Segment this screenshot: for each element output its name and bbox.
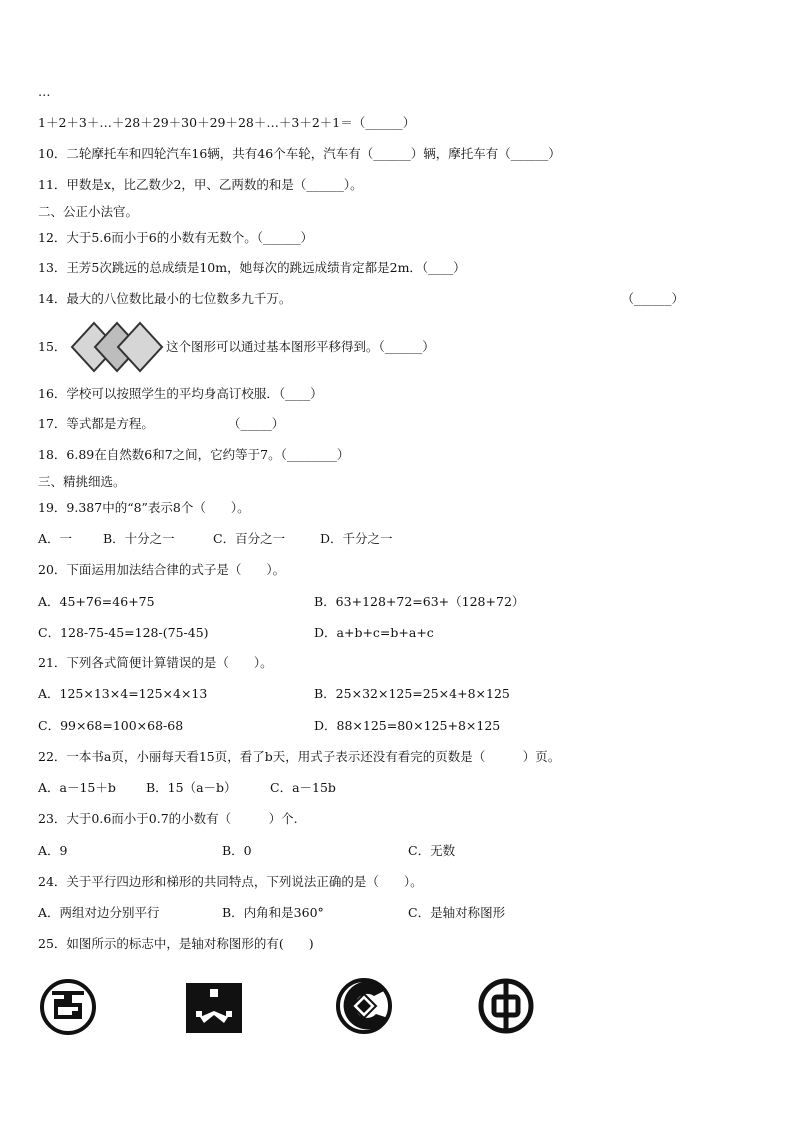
q20-option-a: A．45+76=46+75 [38,594,155,609]
q21-option-b: B．25×32×125=25×4+8×125 [314,686,510,701]
bank-logo-1-icon [38,977,98,1037]
question-24: 24．关于平行四边形和梯形的共同特点，下列说法正确的是（ ）。 [38,874,423,889]
header-ellipsis: … [38,84,51,99]
q24-option-c: C．是轴对称图形 [408,905,506,920]
question-11: 11．甲数是x，比乙数少2，甲、乙两数的和是（______）。 [38,177,363,192]
logo-3-icon [334,976,396,1036]
question-20: 20．下面运用加法结合律的式子是（ ）。 [38,562,286,577]
logo-2-icon [186,983,242,1033]
q19-option-c: C．百分之一 [213,531,286,546]
question-17: 17．等式都是方程。 [38,416,154,431]
q24-option-b: B．内角和是360° [222,905,324,920]
q20-option-d: D．a+b+c=b+a+c [314,625,434,640]
q23-option-a: A．9 [38,843,68,858]
question-18: 18．6.89在自然数6和7之间，它约等于7。（________） [38,447,350,462]
question-14-blank: （______） [621,291,684,306]
question-25: 25．如图所示的标志中，是轴对称图形的有( ) [38,936,314,951]
q22-option-c: C．a－15b [270,780,336,795]
question-16: 16．学校可以按照学生的平均身高订校服．（____） [38,386,323,401]
question-17-blank: （_____） [228,416,285,431]
question-19: 19．9.387中的“8”表示8个（ ）。 [38,500,250,515]
q21-option-d: D．88×125=80×125+8×125 [314,718,501,733]
question-15: 这个图形可以通过基本图形平移得到。（______） [166,339,435,354]
bank-of-china-logo-icon [477,977,535,1035]
q21-option-c: C．99×68=100×68-68 [38,718,184,733]
q20-option-b: B．63+128+72=63+（128+72） [314,594,525,609]
section-3-heading: 三、精挑细选。 [38,474,126,489]
question-15-number: 15． [38,339,67,354]
question-22: 22．一本书a页，小丽每天看15页，看了b天，用式子表示还没有看完的页数是（ ）页。 [38,749,561,764]
q19-option-b: B．十分之一 [103,531,175,546]
q23-option-b: B．0 [222,843,252,858]
q24-option-a: A．两组对边分别平行 [38,905,160,920]
q19-option-d: D．千分之一 [320,531,393,546]
q19-option-a: A．一 [38,531,73,546]
q20-option-c: C．128-75-45=128-(75-45) [38,625,209,640]
q22-option-a: A．a－15＋b [38,780,116,795]
question-14: 14．最大的八位数比最小的七位数多九千万。 [38,291,292,306]
q21-option-a: A．125×13×4=125×4×13 [38,686,208,701]
diamond-pattern-figure [70,321,164,373]
question-9: 1＋2＋3＋…＋28＋29＋30＋29＋28＋…＋3＋2＋1＝（______） [38,115,416,130]
q23-option-c: C．无数 [408,843,456,858]
q22-option-b: B．15（a－b） [146,780,237,795]
question-23: 23．大于0.6而小于0.7的小数有（ ）个. [38,811,298,826]
question-12: 12．大于5.6而小于6的小数有无数个。（______） [38,230,313,245]
section-2-heading: 二、公正小法官。 [38,204,139,219]
question-10: 10．二轮摩托车和四轮汽车16辆，共有46个车轮，汽车有（______）辆，摩托车有（______） [38,146,561,161]
question-13: 13．王芳5次跳远的总成绩是10m，她每次的跳远成绩肯定都是2m．（____） [38,260,466,275]
question-21: 21．下列各式简便计算错误的是（ ）。 [38,655,273,670]
